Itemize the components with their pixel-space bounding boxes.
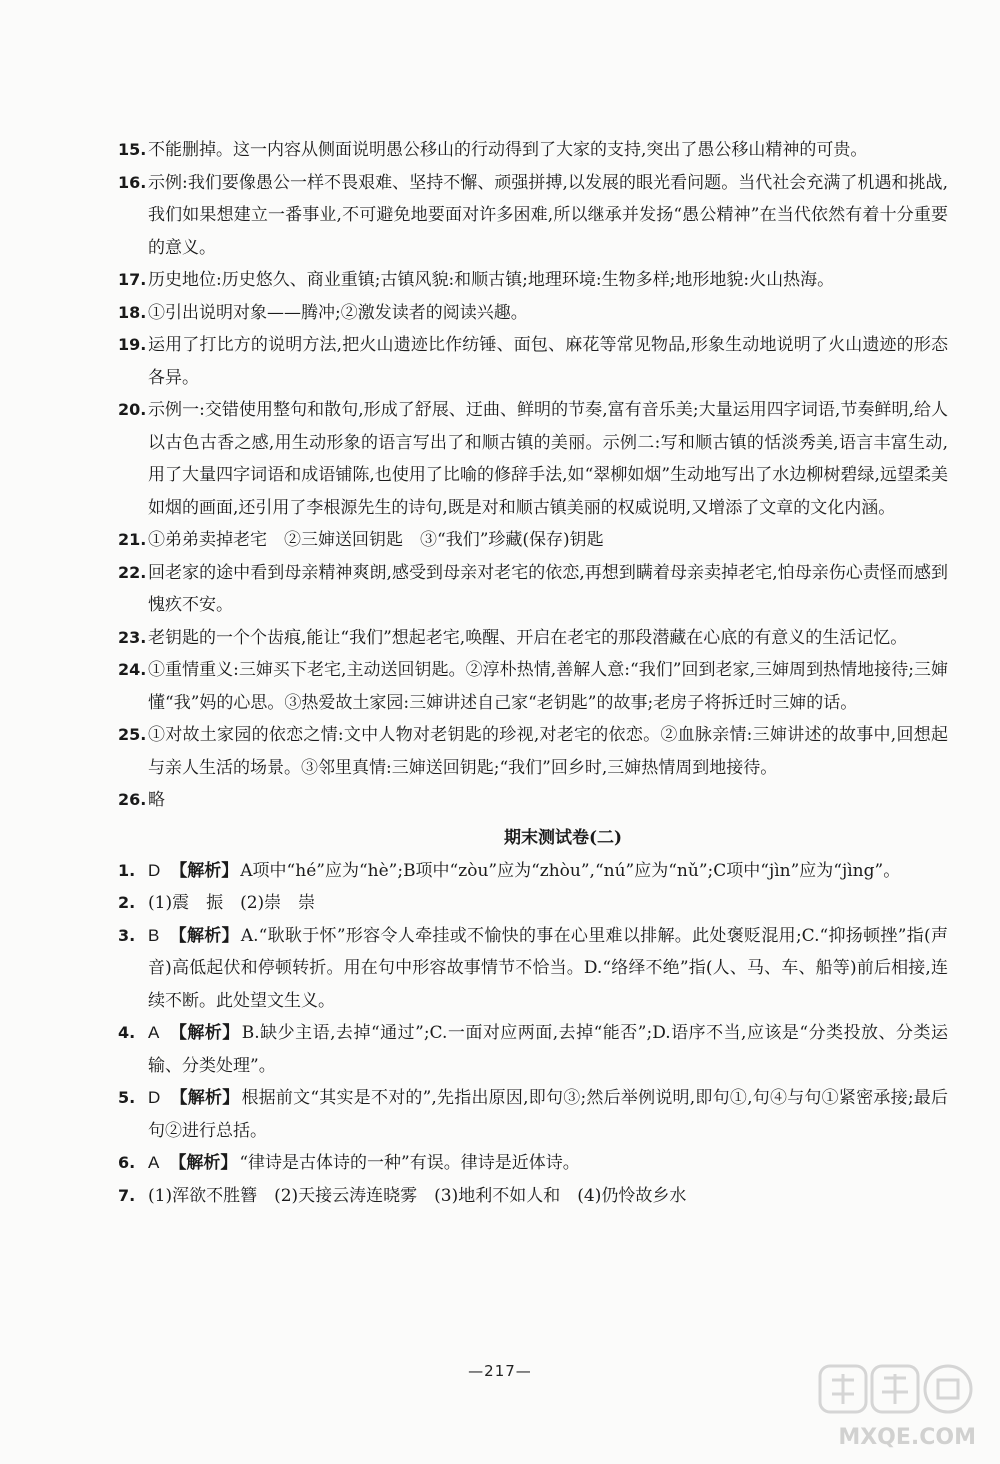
answer-text: ①重情重义:三婶买下老宅,主动送回钥匙。②淳朴热情,善解人意:“我们”回到老家,三婶周到热情地接待;三婶懂“我”妈的心思。③热爱故土家园:三婶讲述自己家“老钥匙”的故事;老房子将拆迁时三婶的话。: [148, 660, 948, 713]
answer-number: 15.: [118, 140, 147, 159]
answer-item: [118, 297, 948, 330]
answer-content: [118, 134, 948, 1212]
watermark: [816, 1360, 976, 1450]
answer-item: [118, 1147, 948, 1180]
watermark-logo-icon: [816, 1360, 976, 1420]
answer-text: ①弟弟卖掉老宅 ②三婶送回钥匙 ③“我们”珍藏(保存)钥匙: [148, 530, 604, 550]
answer-number: 18.: [118, 302, 147, 322]
answer-text: (1)浑欲不胜簪 (2)天接云涛连晓雾 (3)地利不如人和 (4)仍怜故乡水: [148, 1185, 687, 1206]
answer-choice: D: [148, 1088, 161, 1107]
analysis-tag: 【解析】: [169, 925, 239, 946]
answer-number: 16.: [118, 172, 147, 192]
answer-text: 示例一:交错使用整句和散句,形成了舒展、迂曲、鲜明的节奏,富有音乐美;大量运用四字词语,节奏鲜明,给人以古色古香之感,用生动形象的语言写出了和顺古镇的美丽。示例二:写和顺古镇的恬淡秀美,语言丰富生动,用了大量四字词语和成语铺陈,也使用了比喻的修辞手法,如“翠柳如烟”生动地写出了水边柳树碧绿,远望柔美如烟的画面,还引用了李根源先生的诗句,既是对和顺古镇美丽的权威说明,又增添了文章的文化内涵。: [148, 400, 948, 518]
answer-item: [118, 855, 948, 888]
answer-text: 不能删掉。这一内容从侧面说明愚公移山的行动得到了大家的支持,突出了愚公移山精神的可贵。: [148, 140, 868, 160]
analysis-tag: 【解析】: [169, 1023, 240, 1043]
answer-item: [118, 887, 948, 920]
answer-number: 5.: [118, 1088, 136, 1107]
answer-choice: D: [148, 860, 161, 880]
answer-number: 24.: [118, 660, 147, 679]
answer-item: [118, 784, 948, 817]
answer-text: 历史地位:历史悠久、商业重镇;古镇风貌:和顺古镇;地理环境:生物多样;地形地貌:火山热海。: [148, 270, 835, 290]
answer-item: [118, 329, 948, 394]
answer-number: 4.: [118, 1023, 136, 1042]
answer-number: 22.: [118, 562, 147, 582]
answer-item: [118, 1180, 948, 1213]
answer-number: 1.: [118, 860, 136, 880]
answer-number: 19.: [118, 335, 147, 354]
answer-text: 示例:我们要像愚公一样不畏艰难、坚持不懈、顽强拼搏,以发展的眼光看问题。当代社会充满了机遇和挑战,我们如果想建立一番事业,不可避免地要面对许多困难,所以继承并发扬“愚公精神”在当代依然有着十分重要的意义。: [148, 172, 948, 258]
answer-number: 6.: [118, 1153, 136, 1172]
analysis-tag: 【解析】: [169, 1153, 238, 1173]
answer-item: [118, 622, 948, 655]
answer-text: 根据前文“其实是不对的”,先指出原因,即句③;然后举例说明,即句①,句④与句①紧密承接;最后句②进行总括。: [148, 1088, 949, 1141]
answer-item: [118, 654, 948, 719]
answer-choice: A: [148, 1153, 160, 1172]
answer-number: 25.: [118, 725, 147, 744]
answer-number: 23.: [118, 627, 147, 647]
answers-part-2: [118, 855, 948, 1213]
answer-text: 略: [148, 790, 165, 810]
page-number: —217—: [468, 1362, 532, 1380]
answer-number: 26.: [118, 790, 147, 809]
answer-text: “律诗是古体诗的一种”有误。律诗是近体诗。: [239, 1153, 580, 1173]
section-title: 期末测试卷(二): [503, 827, 623, 848]
answer-text: 回老家的途中看到母亲精神爽朗,感受到母亲对老宅的依恋,再想到瞒着母亲卖掉老宅,怕母亲伤心责怪而感到愧疚不安。: [148, 562, 948, 615]
answers-part-1: [118, 134, 948, 817]
answer-number: 2.: [118, 893, 136, 912]
answer-text: ①引出说明对象——腾冲;②激发读者的阅读兴趣。: [148, 302, 528, 323]
answer-text: A项中“hé”应为“hè”;B项中“zòu”应为“zhòu”,“nú”应为“nǔ”;C项中“jìn”应为“jìng”。: [240, 860, 901, 881]
answer-text: 老钥匙的一个个齿痕,能让“我们”想起老宅,唤醒、开启在老宅的那段潜藏在心底的有意义的生活记忆。: [148, 627, 908, 648]
answer-text: B.缺少主语,去掉“通过”;C.一面对应两面,去掉“能否”;D.语序不当,应该是“分类投放、分类运输、分类处理”。: [148, 1023, 949, 1076]
answer-number: 3.: [118, 925, 136, 945]
answer-choice: A: [148, 1023, 160, 1042]
answer-item: [118, 394, 948, 524]
answer-item: [118, 524, 948, 557]
analysis-tag: 【解析】: [170, 860, 239, 881]
analysis-tag: 【解析】: [170, 1088, 240, 1108]
answer-item: [118, 1017, 948, 1082]
answer-item: [118, 920, 948, 1018]
answer-item: [118, 264, 948, 297]
answer-number: 20.: [118, 400, 147, 419]
watermark-text: MXQE.COM: [838, 1425, 976, 1450]
answer-text: ①对故土家园的依恋之情:文中人物对老钥匙的珍视,对老宅的依恋。②血脉亲情:三婶讲述的故事中,回想起与亲人生活的场景。③邻里真情:三婶送回钥匙;“我们”回乡时,三婶热情周到地接待。: [148, 725, 948, 778]
answer-item: [118, 1082, 948, 1147]
answer-item: [118, 134, 948, 167]
answer-choice: B: [148, 925, 160, 945]
answer-number: 21.: [118, 530, 147, 549]
answer-number: 7.: [118, 1185, 136, 1205]
answer-text: A.“耿耿于怀”形容令人牵挂或不愉快的事在心里难以排解。此处褒贬混用;C.“抑扬顿挫”指(声音)高低起伏和停顿转折。用在句中形容故事情节不恰当。D.“络绎不绝”指(人、马、车、船等)前后相接,连续不断。此处望文生义。: [148, 925, 949, 1011]
answer-item: [118, 719, 948, 784]
answer-item: [118, 167, 948, 265]
answer-text: (1)震 振 (2)崇 崇: [148, 893, 316, 913]
answer-item: [118, 557, 948, 622]
answer-number: 17.: [118, 270, 147, 289]
answer-text: 运用了打比方的说明方法,把火山遗迹比作纺锤、面包、麻花等常见物品,形象生动地说明了火山遗迹的形态各异。: [148, 335, 948, 388]
